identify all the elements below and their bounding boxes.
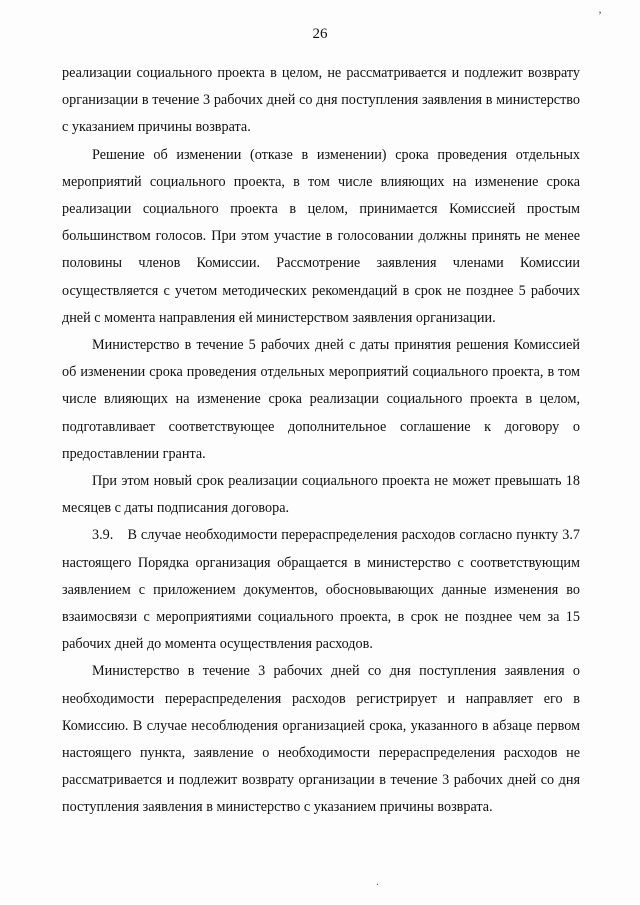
scan-speck: . xyxy=(376,874,379,888)
scan-speck: ’ xyxy=(598,8,602,22)
document-body xyxy=(62,60,580,822)
paragraph: реализации социального проекта в целом, не рассматривается и подлежит возврату организации в течение 3 рабочих дней со дня поступления заявления в министерство с указанием причины возврата. xyxy=(62,65,580,136)
paragraph: 3.9. В случае необходимости перераспределения расходов согласно пункту 3.7 настоящего Порядка организация обращается в министерство с соответствующим заявлением с приложением документов, обосновывающих данные изменения во взаимосвязи с мероприятиями социального проекта, в срок не позднее чем за 15 рабочих дней до момента осуществления расходов. xyxy=(62,527,580,653)
paragraph: Решение об изменении (отказе в изменении) срока проведения отдельных мероприятий социального проекта, в том числе влияющих на изменение срока реализации социального проекта в целом, принимается Комиссией простым большинством голосов. При этом участие в голосовании должны принять не менее половины членов Комиссии. Рассмотрение заявления членами Комиссии осуществляется с учетом методических рекомендаций в срок не позднее 5 рабочих дней с момента направления ей министерством заявления организации. xyxy=(62,146,580,326)
page-number: 26 xyxy=(312,26,328,42)
paragraph: При этом новый срок реализации социального проекта не может превышать 18 месяцев с даты подписания договора. xyxy=(62,473,580,517)
paragraph: Министерство в течение 5 рабочих дней с даты принятия решения Комиссией об изменении срока проведения отдельных мероприятий социального проекта, в том числе влияющих на изменение срока реализации социального проекта в целом, подготавливает соответствующее дополнительное соглашение к договору о предоставлении гранта. xyxy=(62,337,580,462)
paragraph: Министерство в течение 3 рабочих дней со дня поступления заявления о необходимости перераспределения расходов регистрирует и направляет его в Комиссию. В случае несоблюдения организацией срока, указанного в абзаце первом настоящего пункта, заявление о необходимости перераспределения расходов не рассматривается и подлежит возврату организации в течение 3 рабочих дней со дня поступления заявления в министерство с указанием причины возврата. xyxy=(62,663,580,816)
